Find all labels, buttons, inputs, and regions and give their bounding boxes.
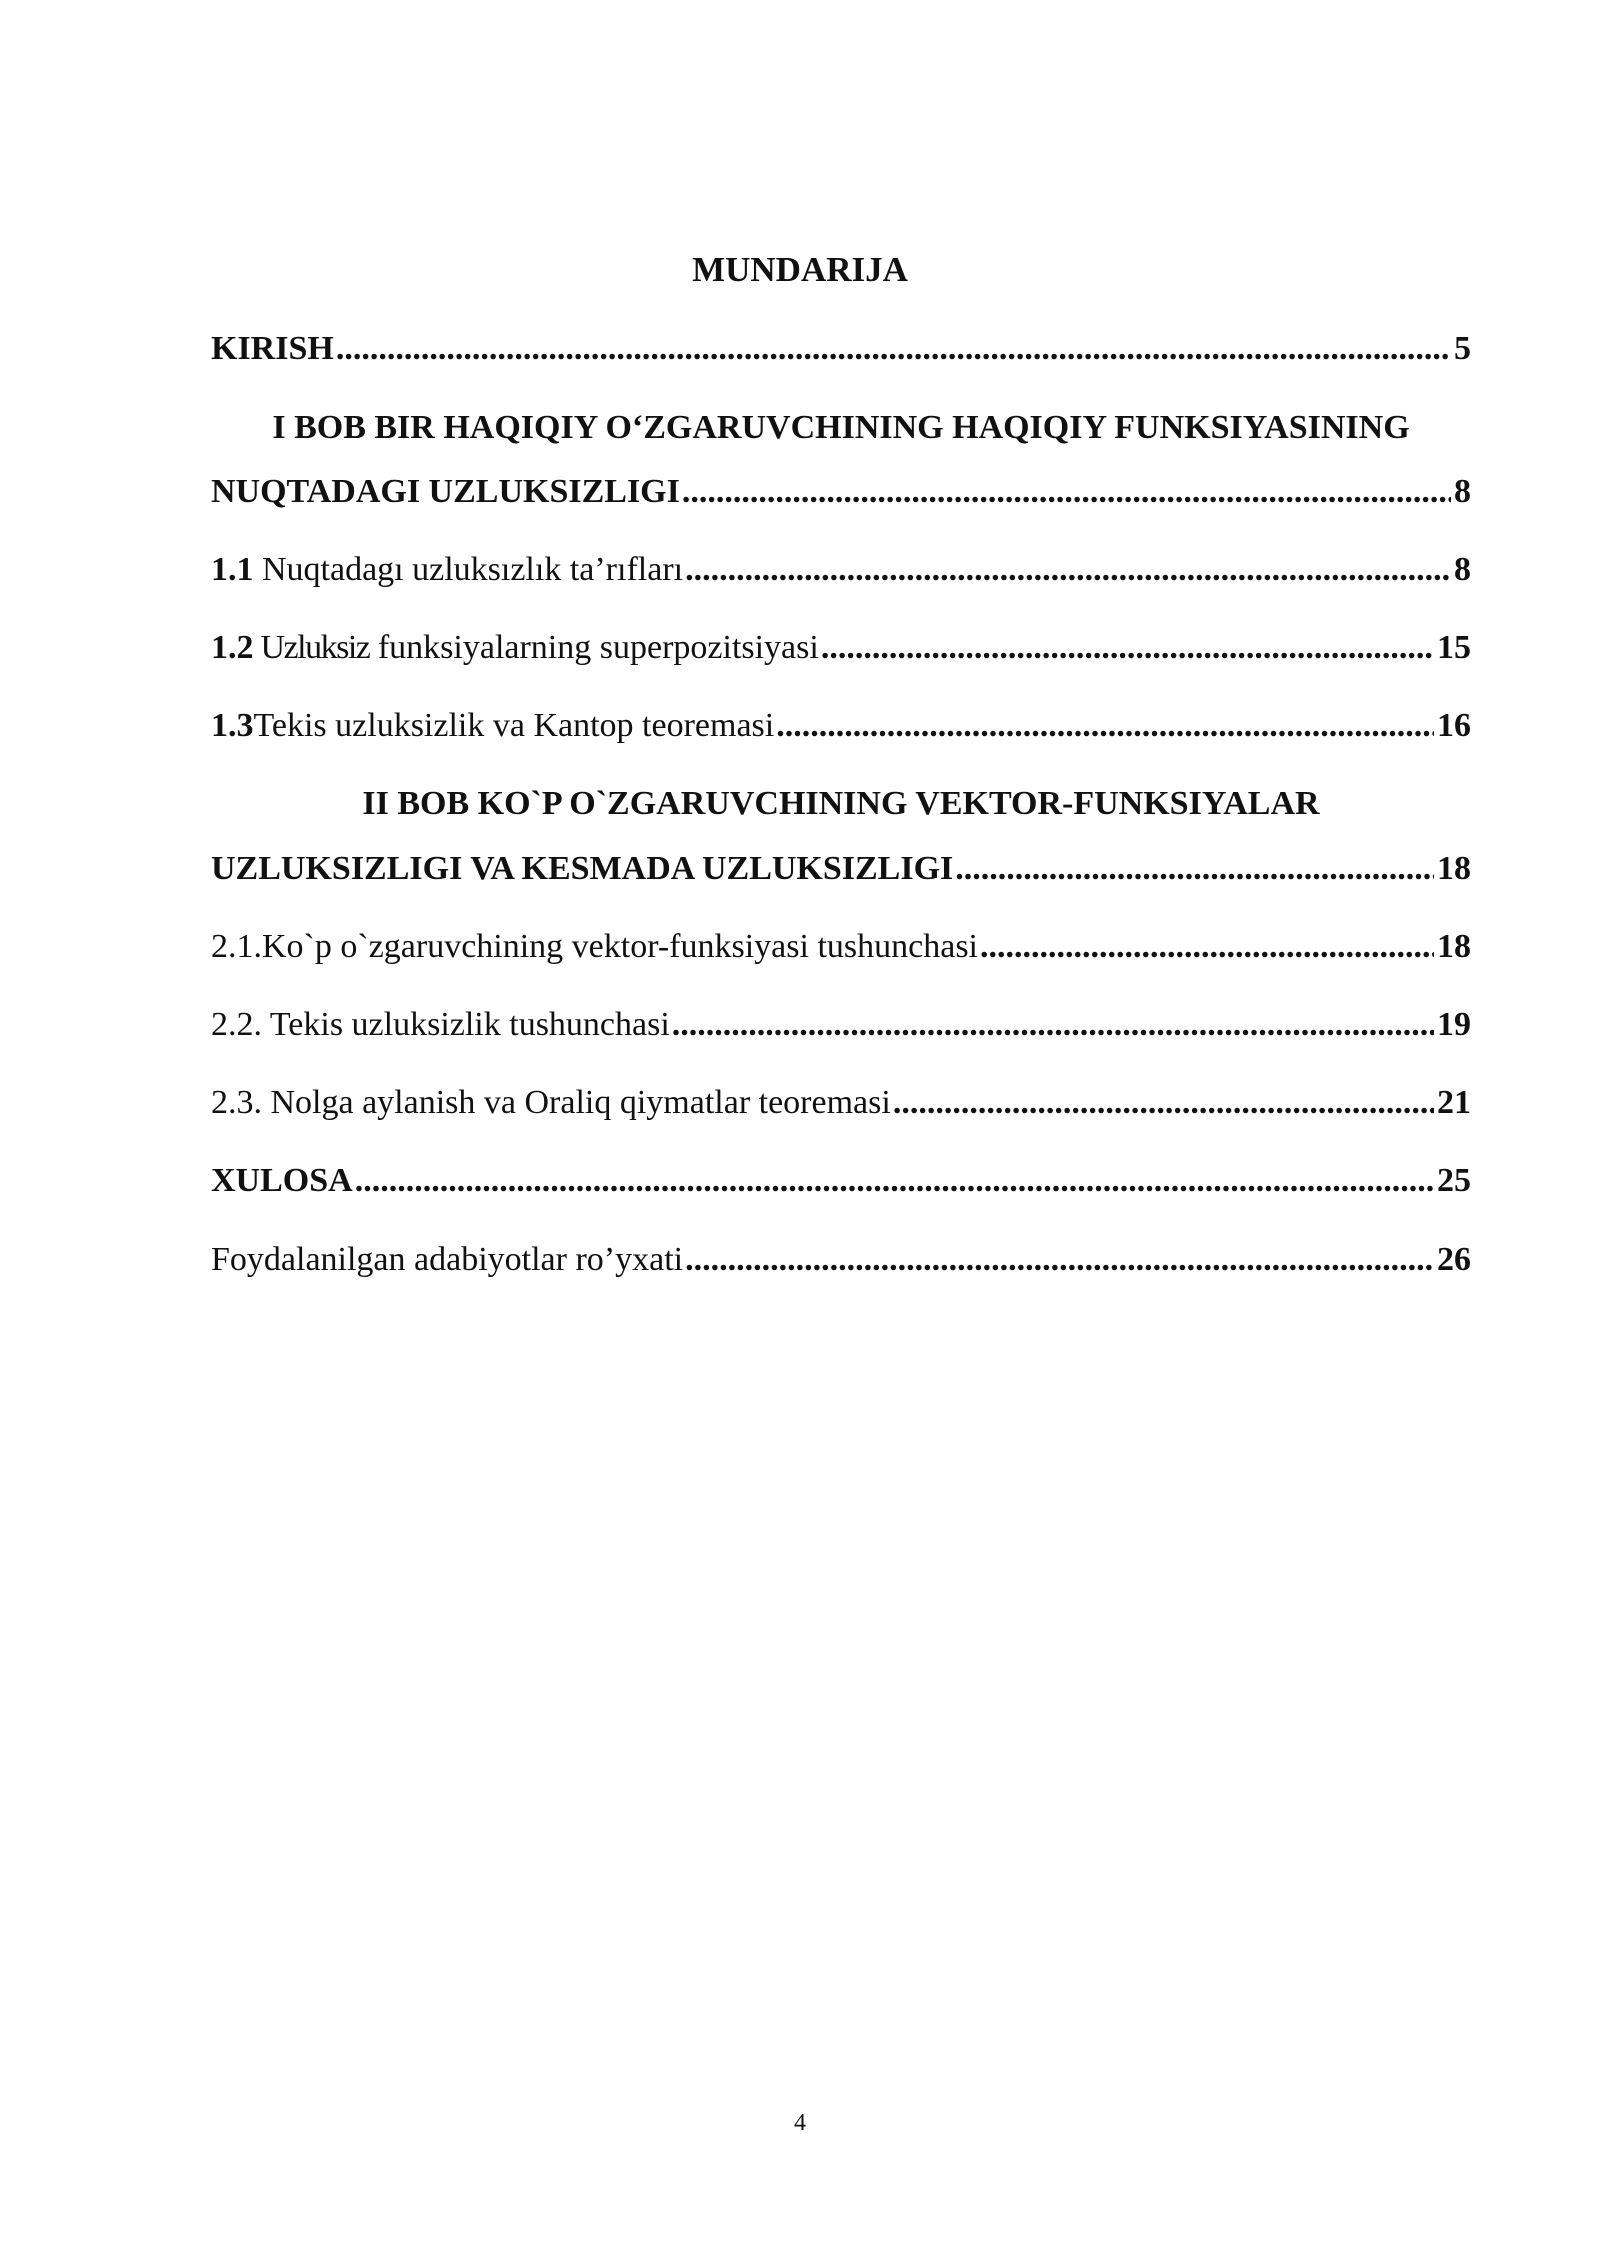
- toc-entry-2-2: [211, 1001, 1471, 1049]
- toc-page-number: 26: [1437, 1241, 1471, 1278]
- toc-entry-label: [211, 702, 774, 750]
- toc-page-number: 25: [1437, 1162, 1471, 1199]
- toc-page-number: 19: [1437, 1006, 1471, 1043]
- dot-leader: [682, 468, 1451, 516]
- toc-entry-label: 2.1.Ko`p o`zgaruvchining vektor-funksiyasi tushunchasi: [211, 928, 978, 965]
- toc-section-number: 1.3: [211, 707, 254, 744]
- page-title: MUNDARIJA: [692, 250, 908, 289]
- toc-entry-label: Foydalanilgan adabiyotlar ro’yxati: [211, 1241, 684, 1278]
- dot-leader: [355, 1157, 1434, 1205]
- dot-leader: [672, 1001, 1434, 1049]
- toc-entry-label: 2.2. Tekis uzluksizlik tushunchasi: [211, 1006, 670, 1043]
- toc-entry-1-2: [211, 624, 1471, 672]
- dot-leader: [336, 325, 1451, 373]
- toc-entry-label: NUQTADAGI UZLUKSIZLIGI: [211, 473, 680, 510]
- toc-section-number: 1.1: [211, 551, 254, 588]
- toc-entry-kirish: [211, 325, 1471, 373]
- toc-entry-chapter-2: [211, 845, 1471, 893]
- toc-entry-adabiyotlar: [211, 1236, 1471, 1284]
- toc-entry-label: [211, 624, 819, 672]
- dot-leader: [776, 702, 1434, 750]
- toc-entry-label: KIRISH: [211, 330, 334, 367]
- dot-leader: [685, 1236, 1434, 1284]
- toc-entry-xulosa: [211, 1157, 1471, 1205]
- toc-entry-label: UZLUKSIZLIGI VA KESMADA UZLUKSIZLIGI: [211, 850, 954, 887]
- toc-page-number: 8: [1454, 551, 1471, 588]
- toc-section-title-part: funksiyalarning superpozitsiyasi: [369, 629, 819, 666]
- toc-page-number: 18: [1437, 928, 1471, 965]
- toc-entry-label: XULOSA: [211, 1162, 353, 1199]
- toc-entry-label: 2.3. Nolga aylanish va Oraliq qiymatlar teoremasi: [211, 1084, 891, 1121]
- toc-entry-chapter-1: [211, 468, 1471, 516]
- toc-chapter-1-heading: I BOB BIR HAQIQIY O‘ZGARUVCHINING HAQIQIY FUNKSIYASINING: [272, 409, 1410, 446]
- toc-chapter-2-heading: II BOB KO`P O`ZGARUVCHINING VEKTOR-FUNKSIYALAR: [362, 785, 1320, 822]
- toc-page-number: 5: [1454, 330, 1471, 367]
- toc-section-number: 1.2: [211, 629, 254, 666]
- toc-page-number: 21: [1437, 1084, 1471, 1121]
- toc-entry-2-3: [211, 1079, 1471, 1127]
- dot-leader: [685, 546, 1451, 594]
- toc-entry-label: [211, 546, 683, 594]
- toc-page-number: 16: [1437, 707, 1471, 744]
- toc-section-title-part: Uzluksiz: [253, 629, 370, 666]
- dot-leader: [955, 845, 1434, 893]
- toc-entry-1-3: [211, 702, 1471, 750]
- toc-entry-2-1: [211, 923, 1471, 971]
- toc-section-title: Nuqtadagı uzluksızlık ta’rıfları: [253, 551, 684, 588]
- toc-entry-1-1: [211, 546, 1471, 594]
- dot-leader: [980, 923, 1434, 971]
- toc-page-number: 8: [1454, 473, 1471, 510]
- toc-page-number: 15: [1437, 629, 1471, 666]
- page-number-footer: 4: [794, 2110, 806, 2136]
- toc-section-title: Tekis uzluksizlik va Kantop teoremasi: [253, 707, 775, 744]
- dot-leader: [893, 1079, 1434, 1127]
- toc-page-number: 18: [1437, 850, 1471, 887]
- dot-leader: [821, 624, 1434, 672]
